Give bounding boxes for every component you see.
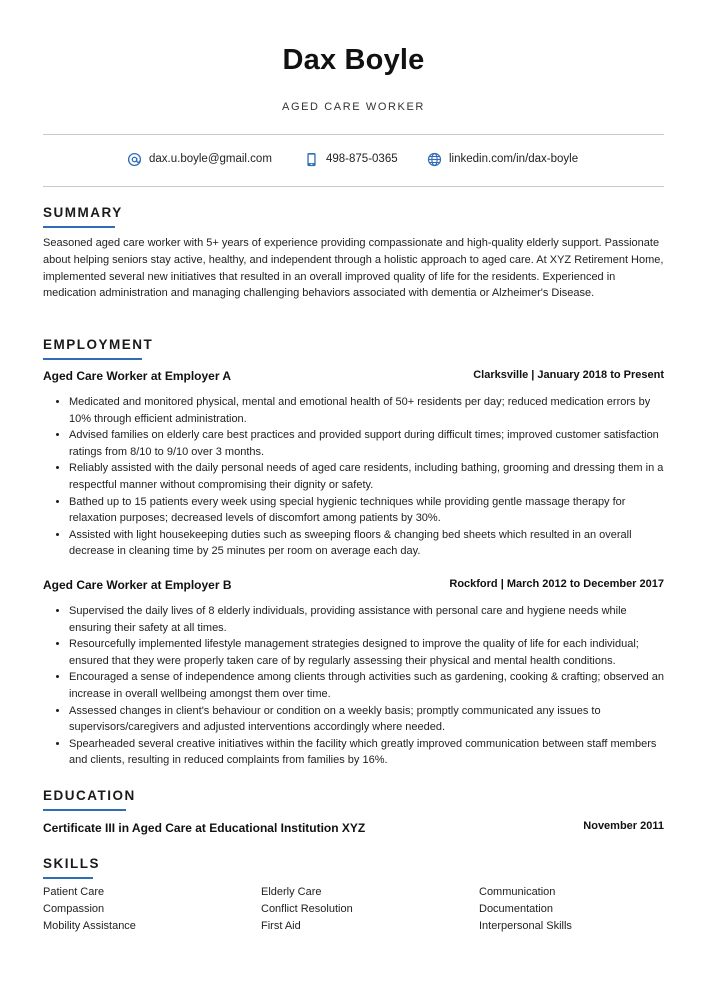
skill-item: Conflict Resolution <box>261 903 353 915</box>
contact-linkedin-text: linkedin.com/in/dax-boyle <box>449 153 579 165</box>
job-bullets-a <box>43 394 665 560</box>
job-title-a: Aged Care Worker at Employer A <box>43 369 232 383</box>
contact-phone[interactable] <box>304 150 398 168</box>
employment-underline <box>43 358 142 360</box>
skill-item: Interpersonal Skills <box>479 920 572 932</box>
job-bullets-b <box>43 603 665 769</box>
list-item: • Reliably assisted with the daily personal needs of aged care residents, including bathing, grooming and dressing them in a respectful manner without compromising their dignity or safety. <box>69 460 665 493</box>
list-item: • Assessed changes in client's behaviour or condition on a weekly basis; promptly communicated any issues to supervisors/caregivers and adjusted interventions accordingly where needed. <box>69 703 665 736</box>
list-item: • Resourcefully implemented lifestyle management strategies designed to improve the quality of life for each individual; ensured that they were properly taken care of by regularly assessing their physical and mental health conditions. <box>69 636 665 669</box>
skill-item: Patient Care <box>43 886 105 898</box>
candidate-name: Dax Boyle <box>282 44 425 76</box>
list-item: • Medicated and monitored physical, mental and emotional health of 50+ residents per day; reduced medication errors by 10% through efficient administration. <box>69 394 665 427</box>
contact-linkedin[interactable] <box>427 150 578 168</box>
summary-text: Seasoned aged care worker with 5+ years of experience providing compassionate and high-quality elderly support. Passionate about helping seniors stay active, healthy, and independent through a holistic approach to aged care. At XYZ Retirement Home, implemented several new initiatives that resulted in an overall improved quality of life for the residents. Experienced in medication administration and managing challenging behaviors associated with dementia or Alzheimer's Disease. <box>43 237 664 300</box>
skill-item: First Aid <box>261 920 301 932</box>
candidate-role: AGED CARE WORKER <box>282 101 425 113</box>
summary-heading: SUMMARY <box>43 205 123 220</box>
skills-heading: SKILLS <box>43 856 101 871</box>
list-item: • Supervised the daily lives of 8 elderly individuals, providing assistance with personal care and hygiene needs while ensuring their safety at all times. <box>69 603 665 636</box>
skill-item: Compassion <box>43 903 105 915</box>
job-meta-b: Rockford | March 2012 to December 2017 <box>449 578 664 590</box>
at-sign-icon <box>127 152 142 167</box>
summary-underline <box>43 226 115 228</box>
globe-icon <box>427 152 442 167</box>
header-divider-top <box>43 134 664 135</box>
skill-item: Elderly Care <box>261 886 322 898</box>
skill-item: Documentation <box>479 903 553 915</box>
header-divider-bottom <box>43 186 664 187</box>
employment-heading: EMPLOYMENT <box>43 337 154 352</box>
contact-email-text: dax.u.boyle@gmail.com <box>149 153 272 165</box>
skills-underline <box>43 877 93 879</box>
education-heading: EDUCATION <box>43 788 136 803</box>
list-item: • Spearheaded several creative initiatives within the facility which greatly improved communication between staff members and clients, resulting in reduced complaints from families by 16%. <box>69 736 665 769</box>
job-title-b: Aged Care Worker at Employer B <box>43 578 232 592</box>
contact-email[interactable] <box>127 150 272 168</box>
phone-icon <box>304 152 319 167</box>
list-item: • Advised families on elderly care best practices and provided support during difficult times; improved customer satisfaction ratings from 8/10 to 9/10 over 3 months. <box>69 427 665 460</box>
skill-item: Mobility Assistance <box>43 920 136 932</box>
education-date: November 2011 <box>583 820 664 832</box>
job-meta-a: Clarksville | January 2018 to Present <box>473 369 664 381</box>
contact-phone-text: 498-875-0365 <box>326 153 398 165</box>
list-item: • Encouraged a sense of independence among clients through activities such as gardening, cooking & crafting; observed an increase in overall wellbeing amongst them over time. <box>69 669 665 702</box>
list-item: • Bathed up to 15 patients every week using special hygienic techniques while providing gentle massage therapy for relaxation purposes; decreased levels of discomfort among patients by 30%. <box>69 494 665 527</box>
education-underline <box>43 809 126 811</box>
education-degree: Certificate III in Aged Care at Educational Institution XYZ <box>43 821 366 835</box>
skill-item: Communication <box>479 886 556 898</box>
list-item: • Assisted with light housekeeping duties such as sweeping floors & changing bed sheets which resulted in an overall decrease in cleaning time by 25 minutes per room on average each day. <box>69 527 665 560</box>
